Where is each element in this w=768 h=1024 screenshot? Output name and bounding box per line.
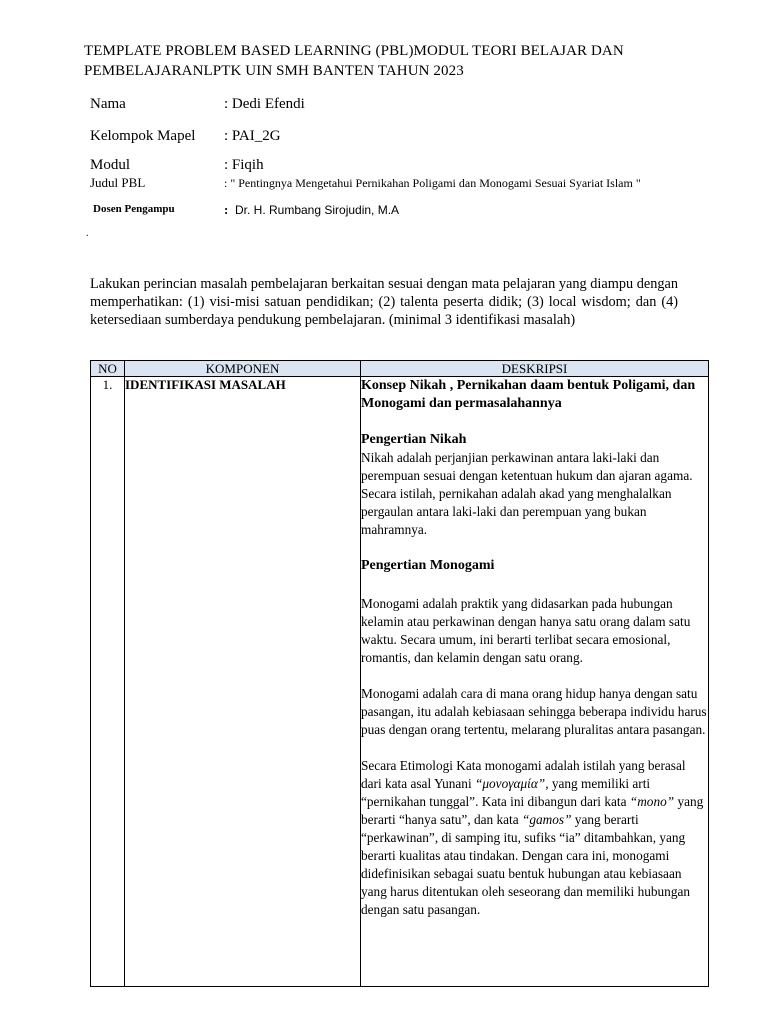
gamos-term: “gamos” <box>521 812 572 827</box>
deskripsi-heading: Konsep Nikah , Pernikahan daam bentuk Poligami, dan Monogami dan permasalahannya <box>361 378 696 411</box>
nama-label: Nama <box>90 96 126 112</box>
etimologi-text-c: yang berarti “hanya satu”, dan kata <box>361 794 704 827</box>
pbl-table <box>90 360 709 987</box>
title-line-2: PEMBELAJARANLPTK UIN SMH BANTEN TAHUN 2023 <box>84 63 464 79</box>
greek-term: “μονογαμία”, <box>474 776 549 791</box>
header-komponen: KOMPONEN <box>125 361 361 377</box>
kelompok-label: Kelompok Mapel <box>90 128 196 144</box>
row-number: 1. <box>91 377 125 987</box>
header-deskripsi: DESKRIPSI <box>361 361 709 377</box>
table-row <box>91 377 709 987</box>
nikah-subheading: Pengertian Nikah <box>361 432 467 447</box>
mono-term: “mono” <box>629 794 675 809</box>
table-header-row <box>91 361 709 377</box>
monogami-subheading: Pengertian Monogami <box>361 558 495 573</box>
monogami-paragraph-1: Monogami adalah praktik yang didasarkan pada hubungan kelamin atau perkawinan dengan hanya satu orang dalam satu waktu. Secara umum, ini berarti terlibat secara emosional, romantis, dan kelamin dengan satu orang. <box>361 596 691 665</box>
dosen-label: Dosen Pengampu <box>93 203 175 215</box>
deskripsi-cell <box>361 377 709 987</box>
dosen-colon: : <box>224 202 229 217</box>
etimologi-text-b: yang memiliki arti “pernikahan tunggal”. Kata ini dibangun dari kata <box>361 776 651 809</box>
etimologi-text-a: Secara Etimologi Kata monogami adalah istilah yang berasal dari kata asal Yunani <box>361 758 686 791</box>
title-line-1: TEMPLATE PROBLEM BASED LEARNING (PBL)MODUL TEORI BELAJAR DAN <box>84 43 624 59</box>
etimologi-text-d: yang berarti “perkawinan”, di samping itu, sufiks “ia” ditambahkan, yang berarti kualitas atau tindakan. Dengan cara ini, monogami didefinisikan sebagai suatu bentuk hubungan atau kebiasaan yang harus ditentukan oleh seseorang dan memiliki hubungan dengan satu pasangan. <box>361 812 691 917</box>
komponen-cell: IDENTIFIKASI MASALAH <box>125 377 361 987</box>
monogami-paragraph-2: Monogami adalah cara di mana orang hidup hanya dengan satu pasangan, itu adalah kebiasaan sehingga beberapa individu harus puas dengan orang tertentu, melarang pluralitas antara pasangan. <box>361 686 707 737</box>
judul-label: Judul PBL <box>90 175 146 190</box>
nama-value: : Dedi Efendi <box>224 96 305 112</box>
header-no: NO <box>91 361 125 377</box>
instruction-paragraph: Lakukan perincian masalah pembelajaran berkaitan sesuai dengan mata pelajaran yang diampu dengan memperhatikan: (1) visi-misi satuan pendidikan; (2) talenta peserta didik; (3) local wisdom; dan (4) ketersediaan sumberdaya pendukung pembelajaran. (minimal 3 identifikasi masalah) <box>90 276 678 328</box>
etimologi-paragraph <box>361 757 708 919</box>
dosen-value: Dr. H. Rumbang Sirojudin, M.A <box>235 203 400 217</box>
stray-dot: . <box>86 228 89 239</box>
nikah-paragraph: Nikah adalah perjanjian perkawinan antara laki-laki dan perempuan sesuai dengan ketentuan hukum dan ajaran agama. Secara istilah, pernikahan adalah akad yang menghalalkan pergaulan antara laki-laki dan perempuan yang bukan mahramnya. <box>361 450 693 537</box>
modul-value: : Fiqih <box>224 157 264 173</box>
judul-value: : " Pentingnya Mengetahui Pernikahan Poligami dan Monogami Sesuai Syariat Islam " <box>224 176 641 190</box>
kelompok-value: : PAI_2G <box>224 128 281 144</box>
document-title <box>84 41 704 81</box>
modul-label: Modul <box>90 157 131 173</box>
